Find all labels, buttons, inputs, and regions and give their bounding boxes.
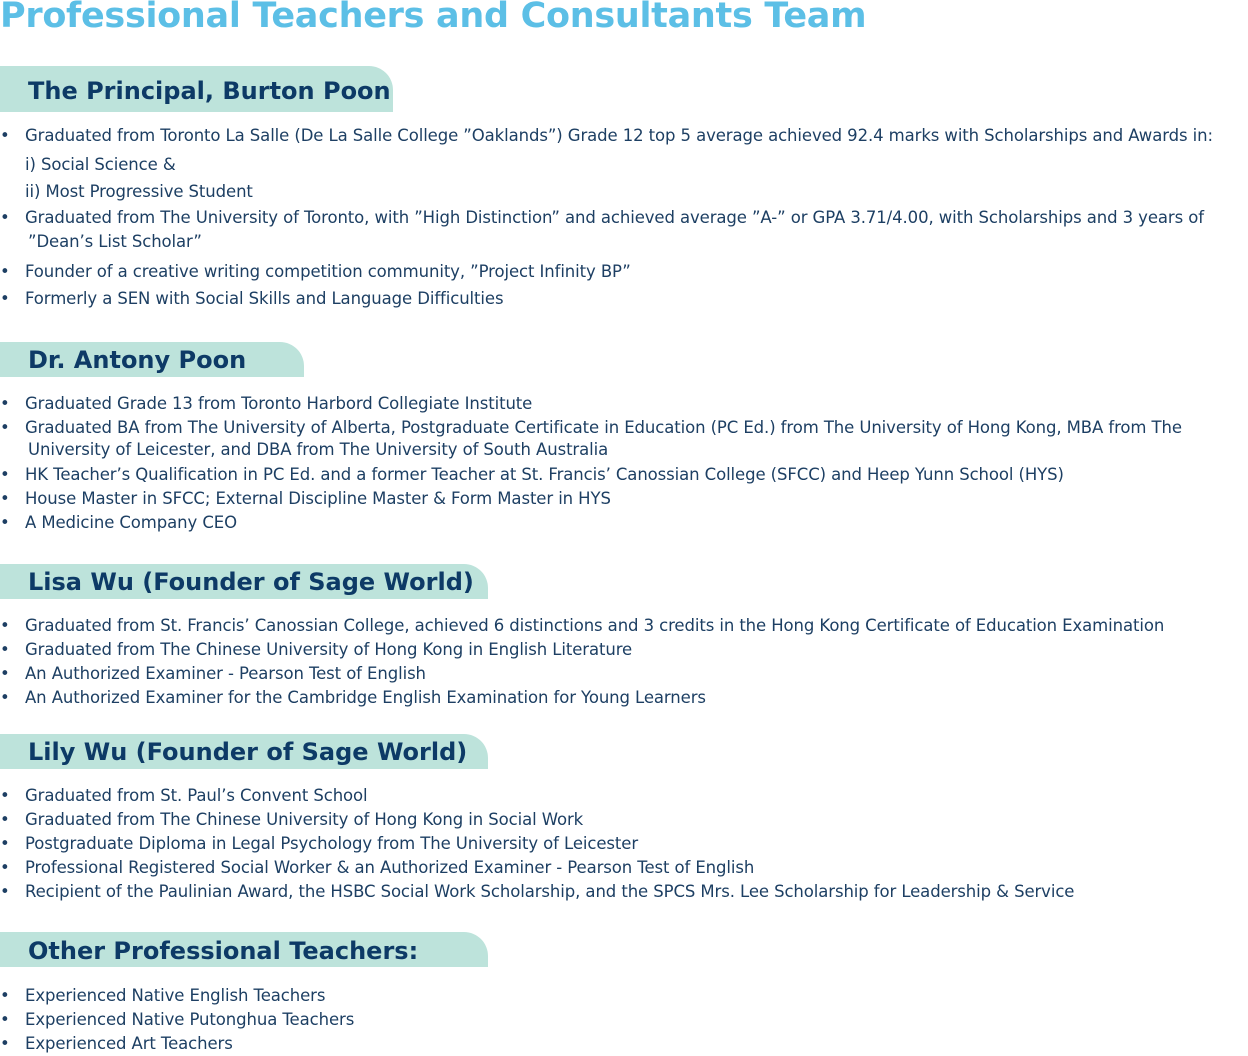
list-item: • Experienced Native Putonghua Teachers xyxy=(0,1008,1248,1032)
list-item-text: • Graduated BA from The University of Alberta, Postgraduate Certificate in Education (PC Ed.) from The University of Hong Kong, MBA from The xyxy=(25,418,1182,437)
list-item-continuation: University of Leicester, and DBA from The University of South Australia xyxy=(28,440,609,459)
section-title: The Principal, Burton Poon xyxy=(28,77,391,105)
list-item-continuation: ”Dean’s List Scholar” xyxy=(28,232,202,251)
list-item: • A Medicine Company CEO xyxy=(0,511,1248,535)
list-item xyxy=(0,206,1248,260)
list-item: • Graduated Grade 13 from Toronto Harbord Collegiate Institute xyxy=(0,392,1248,417)
list-subitem: i) Social Science & xyxy=(25,155,176,174)
section-header-other-teachers xyxy=(0,932,488,967)
lily-wu-credentials-list xyxy=(0,784,1248,904)
list-item: • Experienced Art Teachers xyxy=(0,1032,1248,1054)
list-item: • An Authorized Examiner - Pearson Test of English xyxy=(0,662,1248,686)
section-title: Lily Wu (Founder of Sage World) xyxy=(28,738,468,766)
principal-credentials-list xyxy=(0,124,1248,314)
list-item: • Postgraduate Diploma in Legal Psychology from The University of Leicester xyxy=(0,832,1248,856)
section-title: Lisa Wu (Founder of Sage World) xyxy=(28,568,474,596)
list-item: • Graduated from The Chinese University of Hong Kong in English Literature xyxy=(0,638,1248,662)
list-item: • Graduated from Toronto La Salle (De La Salle College ”Oaklands”) Grade 12 top 5 average achieved 92.4 marks with Scholarships and Awards in: xyxy=(0,124,1248,152)
list-item: • Experienced Native English Teachers xyxy=(0,984,1248,1008)
list-item: • HK Teacher’s Qualification in PC Ed. and a former Teacher at St. Francis’ Canossian College (SFCC) and Heep Yunn School (HYS) xyxy=(0,463,1248,487)
list-item: • Graduated from The Chinese University of Hong Kong in Social Work xyxy=(0,808,1248,832)
list-item: • An Authorized Examiner for the Cambridge English Examination for Young Learners xyxy=(0,686,1248,710)
antony-poon-credentials-list xyxy=(0,392,1248,535)
list-item: • Graduated from St. Francis’ Canossian College, achieved 6 distinctions and 3 credits in the Hong Kong Certificate of Education Examination xyxy=(0,614,1248,638)
list-subitem: ii) Most Progressive Student xyxy=(25,182,253,201)
list-item: • Graduated from St. Paul’s Convent School xyxy=(0,784,1248,808)
section-title: Other Professional Teachers: xyxy=(28,937,419,965)
lisa-wu-credentials-list xyxy=(0,614,1248,710)
list-item xyxy=(0,417,1248,463)
section-title: Dr. Antony Poon xyxy=(28,346,247,374)
section-header-antony-poon xyxy=(0,342,304,377)
list-item: • Formerly a SEN with Social Skills and Language Difficulties xyxy=(0,287,1248,314)
list-item: • Founder of a creative writing competition community, ”Project Infinity BP” xyxy=(0,260,1248,287)
section-header-lily-wu xyxy=(0,734,488,769)
list-item: • Professional Registered Social Worker & an Authorized Examiner - Pearson Test of English xyxy=(0,856,1248,880)
list-item: • House Master in SFCC; External Discipline Master & Form Master in HYS xyxy=(0,487,1248,511)
page-title: Professional Teachers and Consultants Team xyxy=(0,0,867,36)
section-header-lisa-wu xyxy=(0,564,488,599)
list-item: • Recipient of the Paulinian Award, the HSBC Social Work Scholarship, and the SPCS Mrs. Lee Scholarship for Leadership & Service xyxy=(0,880,1248,904)
section-header-principal xyxy=(0,66,393,112)
other-teachers-list xyxy=(0,984,1248,1054)
list-item-text: • Graduated from The University of Toronto, with ”High Distinction” and achieved average ”A-” or GPA 3.71/4.00, with Scholarships and 3 years of xyxy=(25,208,1204,227)
